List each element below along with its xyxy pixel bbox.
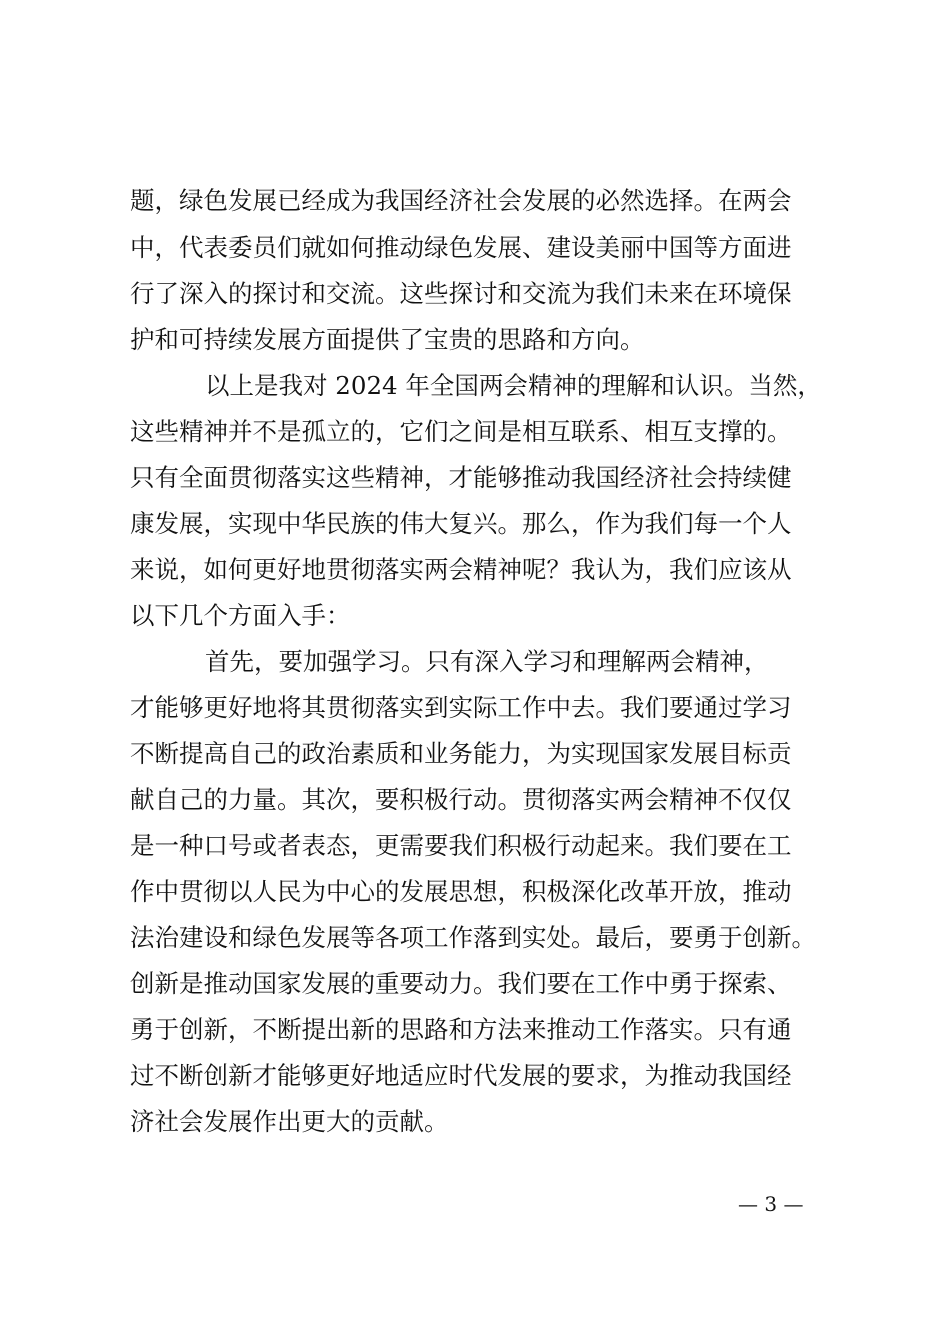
body-line: 以下几个方面入手： bbox=[130, 601, 351, 630]
body-line: 济社会发展作出更大的贡献。 bbox=[130, 1107, 449, 1136]
body-line: 题，绿色发展已经成为我国经济社会发展的必然选择。在两会 bbox=[130, 186, 792, 215]
body-line: 才能够更好地将其贯彻落实到实际工作中去。我们要通过学习 bbox=[130, 693, 792, 722]
paragraph-first-line: 以上是我对 2024 年全国两会精神的理解和认识。当然， bbox=[205, 371, 822, 400]
page-number: — 3 — bbox=[738, 1192, 804, 1216]
body-line: 来说，如何更好地贯彻落实两会精神呢？我认为，我们应该从 bbox=[130, 555, 792, 584]
body-line: 勇于创新，不断提出新的思路和方法来推动工作落实。只有通 bbox=[130, 1015, 792, 1044]
body-line: 是一种口号或者表态，更需要我们积极行动起来。我们要在工 bbox=[130, 831, 792, 860]
body-line: 这些精神并不是孤立的，它们之间是相互联系、相互支撑的。 bbox=[130, 417, 792, 446]
body-line: 献自己的力量。其次，要积极行动。贯彻落实两会精神不仅仅 bbox=[130, 785, 792, 814]
body-line: 行了深入的探讨和交流。这些探讨和交流为我们未来在环境保 bbox=[130, 279, 792, 308]
body-line: 只有全面贯彻落实这些精神，才能够推动我国经济社会持续健 bbox=[130, 463, 792, 492]
body-line: 过不断创新才能够更好地适应时代发展的要求，为推动我国经 bbox=[130, 1061, 792, 1090]
body-line: 法治建设和绿色发展等各项工作落到实处。最后，要勇于创新。 bbox=[130, 923, 816, 952]
body-line: 创新是推动国家发展的重要动力。我们要在工作中勇于探索、 bbox=[130, 969, 792, 998]
paragraph-first-line: 首先，要加强学习。只有深入学习和理解两会精神， bbox=[205, 647, 769, 676]
body-line: 作中贯彻以人民为中心的发展思想，积极深化改革开放，推动 bbox=[130, 877, 792, 906]
body-line: 护和可持续发展方面提供了宝贵的思路和方向。 bbox=[130, 325, 645, 354]
body-line: 不断提高自己的政治素质和业务能力，为实现国家发展目标贡 bbox=[130, 739, 792, 768]
body-line: 康发展，实现中华民族的伟大复兴。那么，作为我们每一个人 bbox=[130, 509, 792, 538]
body-line: 中，代表委员们就如何推动绿色发展、建设美丽中国等方面进 bbox=[130, 233, 792, 262]
